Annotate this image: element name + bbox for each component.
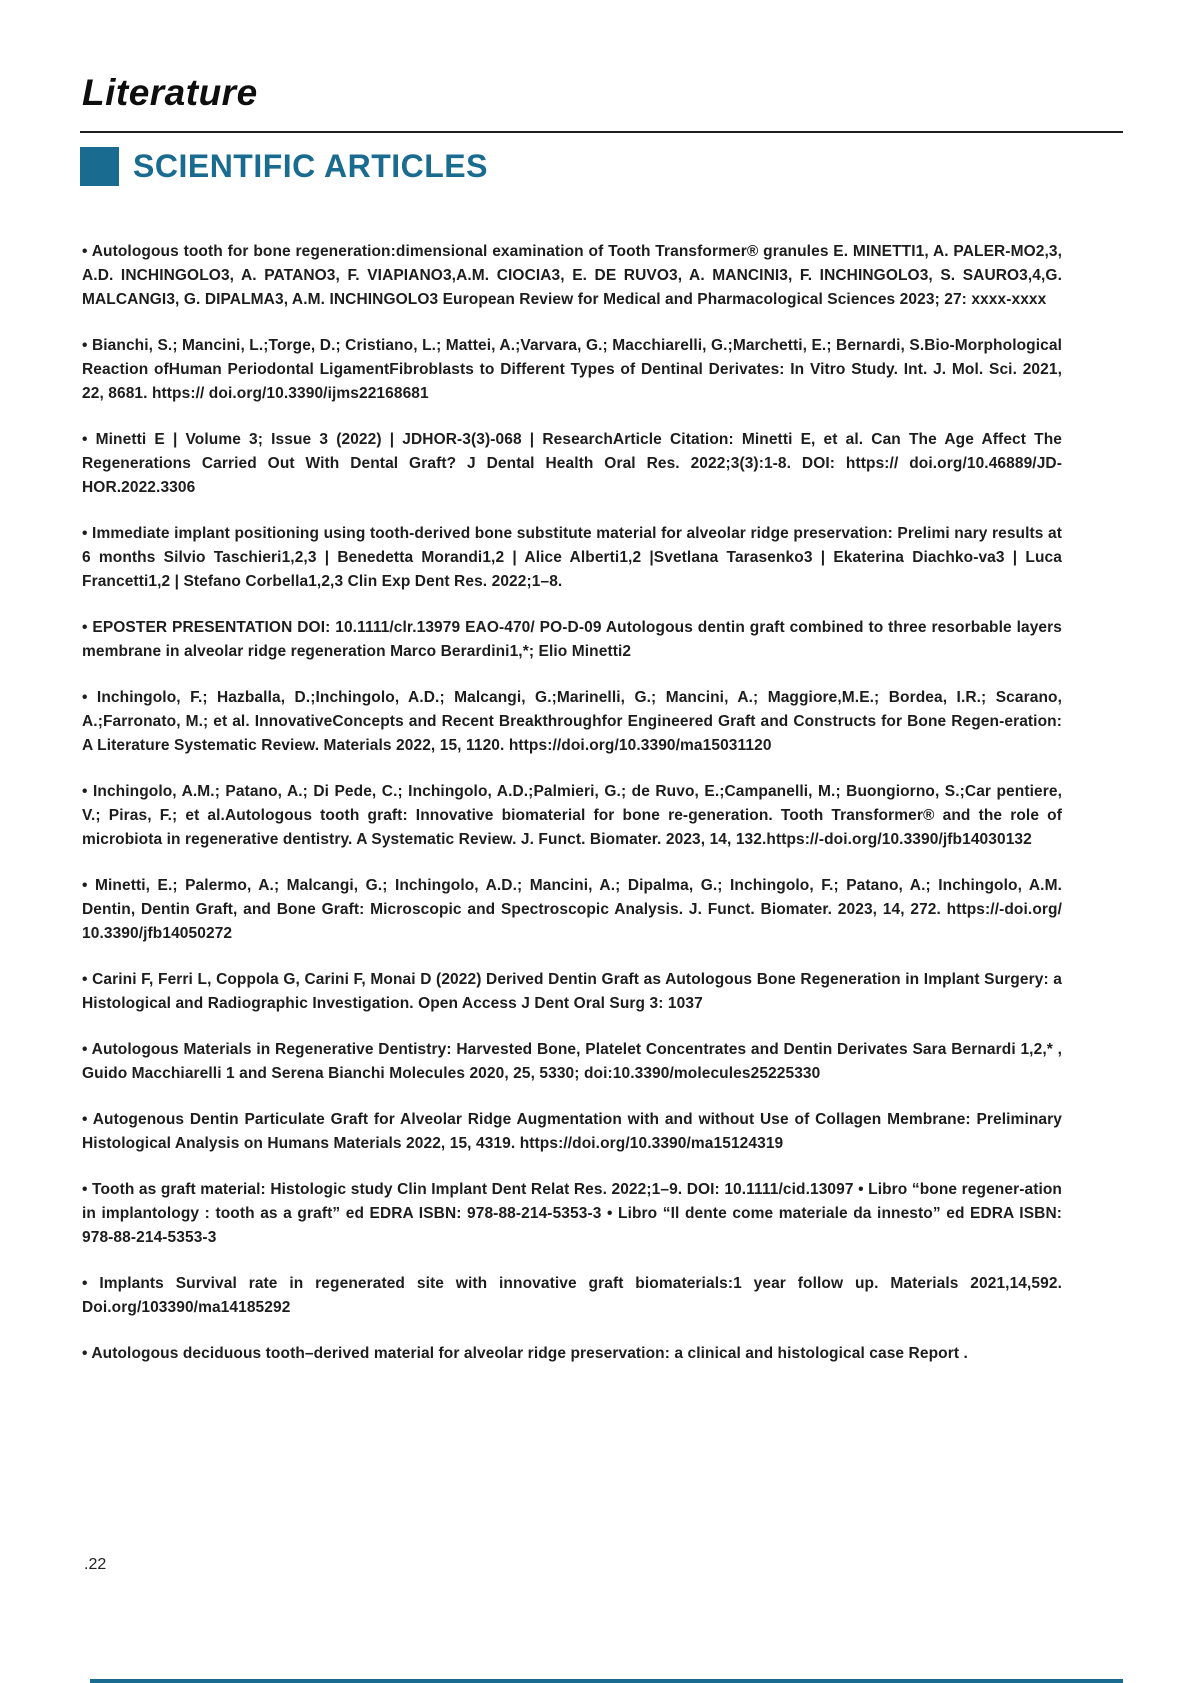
title-divider [80, 131, 1123, 133]
reference-item: • Immediate implant positioning using tooth-derived bone substitute material for alveolar ridge preservation: Prelimi nary results at 6 months Silvio Taschieri1,2,3 | Benedetta Morandi1,2 | Alice Alberti1,2 |Svetlana Tarasenko3 | Ekaterina Diachko-va3 | Luca Francetti1,2 | Stefano Corbella1,2,3 Clin Exp Dent Res. 2022;1–8. [82, 525, 1062, 590]
reference-item: • Autologous tooth for bone regeneration:dimensional examination of Tooth Transformer® granules E. MINETTI1, A. PALER-MO2,3, A.D. INCHINGOLO3, A. PATANO3, F. VIAPIANO3,A.M. CIOCIA3, E. DE RUVO3, A. MANCINI3, F. INCHINGOLO3, S. SAURO3,4,G. MALCANGI3, G. DIPALMA3, A.M. INCHINGOLO3 European Review for Medical and Pharmacological Sciences 2023; 27: xxxx-xxxx [82, 243, 1062, 308]
page-number: .22 [84, 1556, 107, 1573]
reference-item: • Bianchi, S.; Mancini, L.;Torge, D.; Cristiano, L.; Mattei, A.;Varvara, G.; Macchiarelli, G.;Marchetti, E.; Bernardi, S.Bio-Morphological Reaction ofHuman Periodontal LigamentFibroblasts to Different Types of Dentinal Derivates: In Vitro Study. Int. J. Mol. Sci. 2021, 22, 8681. https:// doi.org/10.3390/ijms22168681 [82, 337, 1062, 402]
reference-list [82, 240, 1062, 1388]
reference-item: • Autogenous Dentin Particulate Graft for Alveolar Ridge Augmentation with and without Use of Collagen Membrane: Preliminary Histological Analysis on Humans Materials 2022, 15, 4319. https://doi.org/10.3390/ma15124319 [82, 1111, 1062, 1152]
page-title: Literature [82, 72, 258, 113]
footer-bar [90, 1679, 1123, 1683]
section-heading [80, 147, 488, 186]
reference-item: • Tooth as graft material: Histologic study Clin Implant Dent Relat Res. 2022;1–9. DOI: 10.1111/cid.13097 • Libro “bone regener-ation in implantology : tooth as a graft” ed EDRA ISBN: 978-88-214-5353-3 • Libro “Il dente come materiale da innesto” ed EDRA ISBN: 978-88-214-5353-3 [82, 1181, 1062, 1246]
reference-item: • Minetti, E.; Palermo, A.; Malcangi, G.; Inchingolo, A.D.; Mancini, A.; Dipalma, G.; Inchingolo, F.; Patano, A.; Inchingolo, A.M. Dentin, Dentin Graft, and Bone Graft: Microscopic and Spectroscopic Analysis. J. Funct. Biomater. 2023, 14, 272. https://-doi.org/ 10.3390/jfb14050272 [82, 877, 1062, 942]
reference-item: • Implants Survival rate in regenerated site with innovative graft biomaterials:1 year follow up. Materials 2021,14,592. Doi.org/103390/ma14185292 [82, 1275, 1062, 1316]
reference-item: • Autologous Materials in Regenerative Dentistry: Harvested Bone, Platelet Concentrates and Dentin Derivates Sara Bernardi 1,2,* , Guido Macchiarelli 1 and Serena Bianchi Molecules 2020, 25, 5330; doi:10.3390/molecules25225330 [82, 1041, 1062, 1082]
reference-item: • Minetti E | Volume 3; Issue 3 (2022) | JDHOR-3(3)-068 | ResearchArticle Citation: Minetti E, et al. Can The Age Affect The Regenerations Carried Out With Dental Graft? J Dental Health Oral Res. 2022;3(3):1-8. DOI: https:// doi.org/10.46889/JD-HOR.2022.3306 [82, 431, 1062, 496]
reference-item: • EPOSTER PRESENTATION DOI: 10.1111/clr.13979 EAO-470/ PO-D-09 Autologous dentin graft combined to three resorbable layers membrane in alveolar ridge regeneration Marco Berardini1,*; Elio Minetti2 [82, 619, 1062, 660]
section-heading-text: SCIENTIFIC ARTICLES [133, 148, 488, 184]
section-marker-square [80, 147, 119, 186]
reference-item: • Inchingolo, F.; Hazballa, D.;Inchingolo, A.D.; Malcangi, G.;Marinelli, G.; Mancini, A.; Maggiore,M.E.; Bordea, I.R.; Scarano, A.;Farronato, M.; et al. InnovativeConcepts and Recent Breakthroughfor Engineered Graft and Constructs for Bone Regen-eration: A Literature Systematic Review. Materials 2022, 15, 1120. https://doi.org/10.3390/ma15031120 [82, 689, 1062, 754]
reference-item: • Inchingolo, A.M.; Patano, A.; Di Pede, C.; Inchingolo, A.D.;Palmieri, G.; de Ruvo, E.;Campanelli, M.; Buongiorno, S.;Car pentiere, V.; Piras, F.; et al.Autologous tooth graft: Innovative biomaterial for bone re-generation. Tooth Transformer® and the role of microbiota in regenerative dentistry. A Systematic Review. J. Funct. Biomater. 2023, 14, 132.https://-doi.org/10.3390/jfb14030132 [82, 783, 1062, 848]
reference-item: • Autologous deciduous tooth–derived material for alveolar ridge preservation: a clinical and histological case Report . [82, 1345, 968, 1362]
reference-item: • Carini F, Ferri L, Coppola G, Carini F, Monai D (2022) Derived Dentin Graft as Autologous Bone Regeneration in Implant Surgery: a Histological and Radiographic Investigation. Open Access J Dent Oral Surg 3: 1037 [82, 971, 1062, 1012]
